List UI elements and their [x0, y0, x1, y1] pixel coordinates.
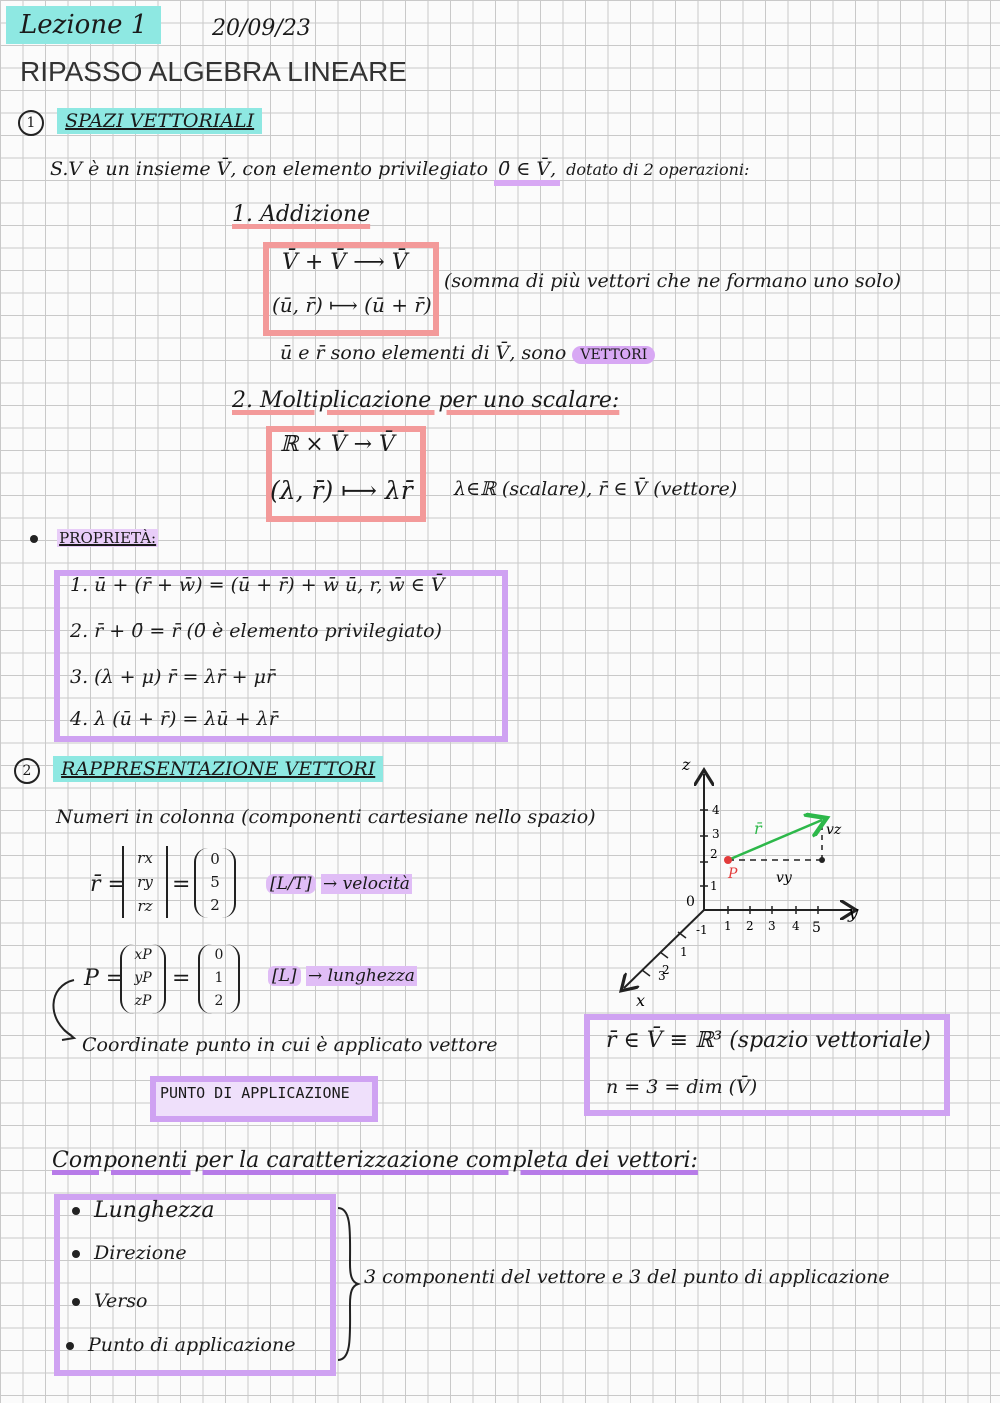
component-punto: Punto di applicazione — [88, 1334, 296, 1356]
s2-intro: Numeri in colonna (componenti cartesiane nello spazio) — [56, 806, 596, 828]
section-1-title: SPAZI VETTORIALI — [57, 108, 262, 134]
p-value-x: 0 — [214, 947, 224, 963]
r-unit — [266, 874, 412, 894]
s1-intro — [50, 158, 749, 180]
bullet — [72, 1250, 80, 1258]
property-1: 1. ū + (r̄ + w̄) = (ū + r̄) + w̄ ū, r, w̄ ∈ V̄ — [70, 574, 445, 596]
properties-heading — [30, 528, 158, 547]
z-tick-label: 4 — [712, 803, 720, 817]
vy-label: vy — [776, 870, 792, 886]
coord-note: Coordinate punto in cui è applicato vettore — [82, 1034, 498, 1056]
p-value-y: 1 — [214, 970, 224, 986]
brace-note: 3 componenti del vettore e 3 del punto di applicazione — [364, 1266, 890, 1288]
application-point-label: PUNTO DI APPLICAZIONE — [160, 1084, 350, 1102]
r-value-y: 5 — [210, 873, 220, 891]
r-label: r̄ = — [90, 872, 126, 897]
p-unit — [268, 966, 417, 986]
x-ticks — [642, 932, 688, 983]
property-4: 4. λ (ū + r̄) = λū + λr̄ — [70, 708, 278, 730]
y-tick-label: 5 — [812, 920, 821, 936]
section-2-heading — [14, 758, 383, 784]
components-heading: Componenti per la caratterizzazione completa dei vettori: — [52, 1148, 698, 1173]
vector-end-dot — [819, 857, 825, 863]
op2-line1: ℝ × V̄ → V̄ — [280, 432, 395, 457]
z-tick-label: 3 — [712, 827, 720, 841]
vector-r — [728, 820, 822, 860]
op1-elements — [280, 342, 655, 364]
vector-space-line2: n = 3 = dim (V̄) — [606, 1076, 758, 1098]
bullet — [30, 535, 38, 543]
r-value-z: 2 — [210, 896, 220, 914]
p-meaning: → lunghezza — [307, 966, 415, 986]
zero-vector-highlight: 0̄ ∈ V̄, — [494, 158, 560, 186]
bullet — [72, 1207, 80, 1215]
section-1-heading — [18, 110, 262, 136]
op2-title: 2. Moltiplicazione per uno scalare: — [232, 388, 620, 413]
bullet — [66, 1342, 74, 1350]
bullet — [72, 1298, 80, 1306]
p-value-z: 2 — [214, 993, 224, 1009]
y-tick-label: 3 — [768, 919, 776, 933]
x-axis-label: x — [636, 991, 646, 1010]
op1-line1: V̄ + V̄ ⟶ V̄ — [282, 250, 408, 275]
r-comp-z: rz — [137, 897, 153, 915]
p-comp-x: xP — [134, 947, 152, 963]
component-direzione: Direzione — [94, 1242, 187, 1264]
op1-title: 1. Addizione — [232, 202, 371, 227]
y-tick-label: -1 — [696, 923, 708, 937]
s1-intro-text: S.V è un insieme V̄, con elemento privilegiato — [50, 158, 489, 180]
cartesian-3d-graph — [600, 752, 880, 1014]
vettori-highlight: VETTORI — [572, 346, 655, 364]
point-label: P — [728, 866, 738, 882]
op1-elements-text: ū e r̄ sono elementi di V̄, sono — [280, 342, 567, 364]
x-tick-label: 2 — [662, 963, 670, 977]
section-number: 2 — [14, 758, 40, 784]
z-axis-label: z — [682, 755, 691, 774]
p-components-matrix — [120, 944, 166, 1014]
section-2-title: RAPPRESENTAZIONE VETTORI — [53, 756, 383, 782]
p-label: P = — [84, 966, 125, 991]
section-number: 1 — [18, 110, 44, 136]
component-item — [66, 1334, 295, 1356]
equals-sign: = — [172, 872, 191, 897]
component-item — [72, 1242, 187, 1264]
point-p — [724, 856, 732, 864]
origin-label: 0 — [686, 894, 695, 910]
r-components-matrix — [122, 846, 168, 918]
equals-sign: = — [172, 966, 191, 991]
component-item — [72, 1290, 148, 1312]
properties-title: PROPRIETÀ: — [59, 529, 157, 547]
page-title: RIPASSO ALGEBRA LINEARE — [20, 56, 407, 87]
op1-line2: (ū, r̄) ⟼ (ū + r̄) — [272, 293, 432, 317]
vz-label: vz — [826, 822, 842, 838]
component-verso: Verso — [94, 1290, 148, 1312]
property-3: 3. (λ + μ) r̄ = λr̄ + μr̄ — [70, 666, 276, 688]
vector-label: r̄ — [754, 819, 762, 838]
p-comp-z: zP — [134, 993, 152, 1009]
property-2: 2. r̄ + 0̄ = r̄ (0̄ è elemento privilegiato) — [70, 620, 442, 642]
s1-intro-end: dotato di 2 operazioni: — [566, 160, 750, 179]
r-values-matrix — [194, 848, 236, 918]
r-comp-y: ry — [137, 873, 153, 891]
r-comp-x: rx — [137, 849, 153, 867]
op2-line2: (λ, r̄) ⟼ λr̄ — [270, 476, 413, 505]
y-tick-label: 1 — [724, 919, 732, 933]
date: 20/09/23 — [212, 16, 311, 41]
p-comp-y: yP — [134, 970, 152, 986]
component-item — [72, 1198, 215, 1223]
lesson-label: Lezione 1 — [6, 6, 161, 44]
p-values-matrix — [198, 944, 240, 1014]
r-unit-value: [L/T] — [266, 874, 316, 894]
curly-brace — [332, 1204, 362, 1364]
y-tick-label: 2 — [746, 919, 754, 933]
op2-note: λ∈ℝ (scalare), r̄ ∈ V̄ (vettore) — [454, 478, 738, 500]
z-tick-label: 1 — [710, 879, 718, 893]
component-lunghezza: Lunghezza — [94, 1198, 215, 1223]
y-axis-label: y — [848, 902, 859, 923]
x-tick-label: 3 — [658, 969, 666, 983]
r-value-x: 0 — [210, 850, 220, 868]
op1-note: (somma di più vettori che ne formano uno solo) — [444, 270, 902, 292]
y-tick-label: 4 — [792, 919, 800, 933]
r-meaning: → velocità — [323, 874, 410, 894]
p-unit-value: [L] — [268, 966, 301, 986]
x-tick-label: 1 — [680, 945, 688, 959]
z-tick-label: 2 — [710, 847, 718, 861]
vector-space-line1: r̄ ∈ V̄ ≡ ℝ³ (spazio vettoriale) — [606, 1028, 931, 1053]
